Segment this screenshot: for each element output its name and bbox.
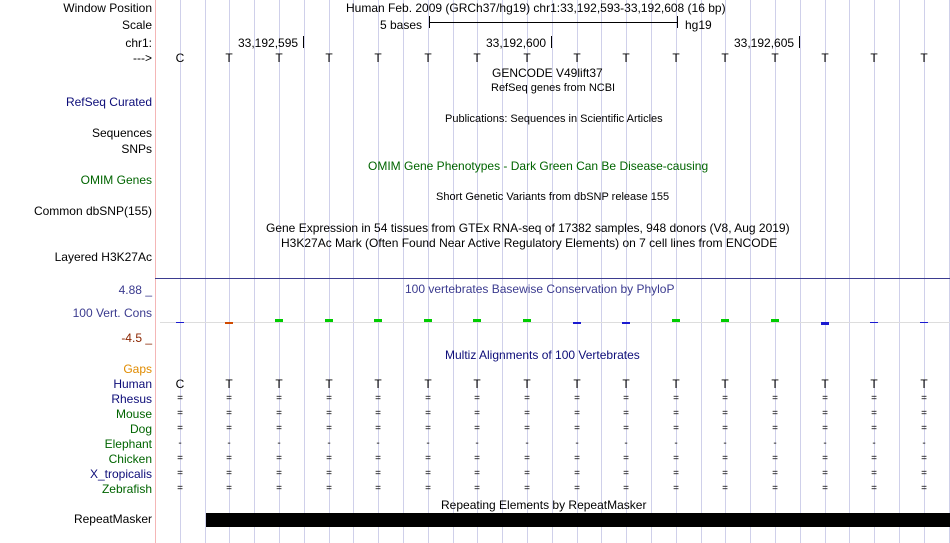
alignment-match: - [178,438,182,449]
alignment-match: = [822,393,828,404]
alignment-match: = [226,483,232,494]
phylop-bar [176,322,184,323]
alignment-match: = [822,468,828,479]
alignment-match: = [276,423,282,434]
alignment-match: - [525,438,529,449]
alignment-match: = [921,423,927,434]
reference-base: T [275,51,283,65]
alignment-match: = [722,453,728,464]
alignment-match: = [871,468,877,479]
alignment-match: = [474,468,480,479]
alignment-match: - [227,438,231,449]
alignment-match: = [574,453,580,464]
conservation-separator [155,278,950,279]
phylop-bar [573,322,581,324]
alignment-match: = [375,483,381,494]
alignment-match: - [277,438,281,449]
h3k27ac-track-title: H3K27Ac Mark (Often Found Near Active Regulatory Elements) on 7 cell lines from ENCODE [281,236,778,250]
species-label[interactable]: Mouse [115,407,152,421]
phylop-bar [523,319,531,322]
gridline [453,0,454,543]
alignment-match: = [921,483,927,494]
phylop-track-label[interactable]: 100 Vert. Cons [72,306,152,320]
alignment-match: = [673,408,679,419]
repeatmasker-track-title: Repeating Elements by RepeatMasker [441,498,647,512]
alignment-match: = [822,453,828,464]
phylop-bar [821,322,829,325]
alignment-match: - [823,438,827,449]
alignment-base: T [672,377,680,391]
scale-value: 5 bases [380,18,423,32]
reference-base: C [175,51,185,65]
alignment-match: = [425,453,431,464]
alignment-match: = [822,423,828,434]
alignment-match: = [226,423,232,434]
alignment-base: T [225,377,233,391]
gridline [205,0,206,543]
alignment-match: = [574,483,580,494]
alignment-match: = [474,483,480,494]
phylop-bar [374,319,382,322]
alignment-match: = [871,408,877,419]
alignment-match: = [276,468,282,479]
alignment-match: = [772,393,778,404]
alignment-match: = [474,393,480,404]
repeatmasker-track-label[interactable]: RepeatMasker [73,512,152,526]
alignment-match: = [722,423,728,434]
alignment-base: T [325,377,333,391]
gridline [304,0,305,543]
gridline [899,0,900,543]
alignment-match: = [326,468,332,479]
alignment-match: = [524,393,530,404]
alignment-match: = [276,393,282,404]
alignment-match: = [425,393,431,404]
alignment-match: - [376,438,380,449]
alignment-match: - [773,438,777,449]
alignment-base: C [175,377,185,391]
alignment-match: = [574,408,580,419]
alignment-match: - [922,438,926,449]
alignment-match: = [425,423,431,434]
alignment-match: = [524,468,530,479]
reference-base: T [225,51,233,65]
alignment-match: = [574,393,580,404]
dbsnp-track-label[interactable]: Common dbSNP(155) [33,204,152,218]
alignment-match: = [921,468,927,479]
alignment-match: = [772,423,778,434]
phylop-bar [424,319,432,322]
reference-base: T [771,51,779,65]
species-label[interactable]: Chicken [108,452,152,466]
alignment-match: = [772,408,778,419]
label-divider [155,0,156,543]
alignment-match: = [226,453,232,464]
alignment-match: = [871,393,877,404]
alignment-match: = [474,408,480,419]
alignment-base: T [275,377,283,391]
alignment-match: = [326,453,332,464]
alignment-match: = [623,408,629,419]
alignment-match: = [524,423,530,434]
scale-label: Scale [121,18,152,32]
alignment-match: = [772,468,778,479]
coord-tick: 33,192,605 [734,36,795,50]
alignment-match: = [871,423,877,434]
alignment-match: = [623,468,629,479]
alignment-match: = [524,483,530,494]
alignment-match: = [276,453,282,464]
gridline [651,0,652,543]
alignment-base: T [374,377,382,391]
alignment-base: T [622,377,630,391]
alignment-match: = [822,483,828,494]
alignment-match: = [276,408,282,419]
gtex-track-title: Gene Expression in 54 tissues from GTEx RNA-seq of 17382 samples, 948 donors (V8, Aug 2019) [266,221,790,235]
chrom-label: chr1: [125,36,152,50]
alignment-match: = [921,393,927,404]
alignment-match: = [524,408,530,419]
alignment-match: - [723,438,727,449]
species-label[interactable]: X_tropicalis [89,467,152,481]
multiz-track-title: Multiz Alignments of 100 Vertebrates [445,348,640,362]
alignment-match: = [226,468,232,479]
reference-base: T [821,51,829,65]
gridline [849,0,850,543]
alignment-match: = [326,483,332,494]
alignment-match: = [673,393,679,404]
repeatmasker-element[interactable] [206,513,950,527]
alignment-match: = [673,423,679,434]
alignment-match: = [177,468,183,479]
alignment-match: = [474,423,480,434]
window-position-label: Window Position [63,1,152,15]
phylop-bar [275,319,283,322]
phylop-bar [771,319,779,322]
reference-base: T [473,51,481,65]
alignment-base: T [473,377,481,391]
alignment-base: T [573,377,581,391]
species-label[interactable]: Rhesus [111,392,152,406]
alignment-match: = [722,393,728,404]
alignment-match: = [326,423,332,434]
scale-bar [430,22,677,23]
alignment-base: T [424,377,432,391]
reference-base: T [622,51,630,65]
alignment-match: = [574,423,580,434]
alignment-match: = [722,408,728,419]
reference-base: T [424,51,432,65]
snps-track-label[interactable]: SNPs [121,142,152,156]
alignment-match: - [872,438,876,449]
alignment-match: = [524,453,530,464]
coord-tick-mark [303,36,304,48]
reference-base: T [374,51,382,65]
phylop-bar [721,319,729,322]
h3k27ac-track-label[interactable]: Layered H3K27Ac [54,250,152,264]
alignment-match: = [623,453,629,464]
omim-track-title: OMIM Gene Phenotypes - Dark Green Can Be Disease-causing [368,159,709,173]
alignment-match: = [425,408,431,419]
gencode-track-title[interactable]: GENCODE V49lift37 [492,66,603,80]
reference-base: T [523,51,531,65]
reference-base: T [721,51,729,65]
phylop-max-label: 4.88 _ [118,283,152,297]
phylop-min-label: -4.5 _ [121,331,152,345]
coord-tick: 33,192,600 [486,36,547,50]
alignment-match: = [375,453,381,464]
alignment-match: - [327,438,331,449]
sequences-track-label[interactable]: Sequences [91,126,152,140]
coord-tick-mark [551,36,552,48]
alignment-match: = [375,408,381,419]
alignment-match: = [623,423,629,434]
alignment-match: = [673,468,679,479]
alignment-base: T [721,377,729,391]
gridline [701,0,702,543]
scale-assembly: hg19 [685,18,712,32]
alignment-match: = [375,468,381,479]
alignment-match: = [425,483,431,494]
reference-base: T [573,51,581,65]
phylop-track-title: 100 vertebrates Basewise Conservation by PhyloP [405,282,675,296]
reference-base: T [672,51,680,65]
alignment-match: = [623,483,629,494]
alignment-match: = [623,393,629,404]
phylop-baseline [160,322,950,323]
alignment-match: = [226,393,232,404]
omim-track-label[interactable]: OMIM Genes [80,173,152,187]
alignment-match: - [426,438,430,449]
alignment-match: = [574,468,580,479]
alignment-match: = [673,453,679,464]
gridline [403,0,404,543]
alignment-match: = [722,483,728,494]
alignment-match: = [276,483,282,494]
alignment-match: = [326,408,332,419]
species-label[interactable]: Dog [129,422,152,436]
alignment-base: T [870,377,878,391]
refseq-track-subtitle: RefSeq genes from NCBI [491,82,616,94]
alignment-match: = [722,468,728,479]
alignment-match: = [326,393,332,404]
alignment-match: - [575,438,579,449]
alignment-match: = [177,483,183,494]
phylop-bar [622,322,630,324]
alignment-match: - [674,438,678,449]
reference-base: T [920,51,928,65]
alignment-match: = [474,453,480,464]
window-position-value[interactable]: Human Feb. 2009 (GRCh37/hg19) chr1:33,192,593-33,192,608 (16 bp) [346,1,726,15]
gaps-track-label[interactable]: Gaps [123,362,152,376]
alignment-match: = [772,453,778,464]
strand-label: ---> [133,51,152,65]
phylop-bar [672,319,680,322]
alignment-match: = [822,408,828,419]
alignment-match: = [177,423,183,434]
alignment-match: = [772,483,778,494]
species-label[interactable]: Human [113,377,152,391]
alignment-base: T [821,377,829,391]
phylop-bar [920,322,928,323]
alignment-match: = [177,393,183,404]
coord-tick: 33,192,595 [238,36,299,50]
phylop-bar [225,322,233,324]
gridline [800,0,801,543]
alignment-base: T [920,377,928,391]
refseq-track-label[interactable]: RefSeq Curated [65,95,152,109]
gridline [750,0,751,543]
alignment-base: T [523,377,531,391]
coord-tick-mark [799,36,800,48]
gridline [353,0,354,543]
alignment-match: = [425,468,431,479]
alignment-base: T [771,377,779,391]
phylop-bar [473,319,481,322]
alignment-match: - [624,438,628,449]
alignment-match: = [177,453,183,464]
alignment-match: = [177,408,183,419]
alignment-match: = [921,408,927,419]
alignment-match: = [375,393,381,404]
gridline [254,0,255,543]
reference-base: T [325,51,333,65]
alignment-match: = [673,483,679,494]
alignment-match: = [375,423,381,434]
scale-bar-end [677,16,678,28]
phylop-bar [325,319,333,322]
species-label[interactable]: Elephant [104,437,152,451]
species-label[interactable]: Zebrafish [101,482,152,496]
alignment-match: - [475,438,479,449]
alignment-match: = [226,408,232,419]
publications-track-title: Publications: Sequences in Scientific Articles [445,113,663,125]
alignment-match: = [871,453,877,464]
reference-base: T [870,51,878,65]
alignment-match: = [871,483,877,494]
alignment-match: = [921,453,927,464]
phylop-bar [870,322,878,323]
dbsnp-track-title: Short Genetic Variants from dbSNP release 155 [436,191,670,203]
